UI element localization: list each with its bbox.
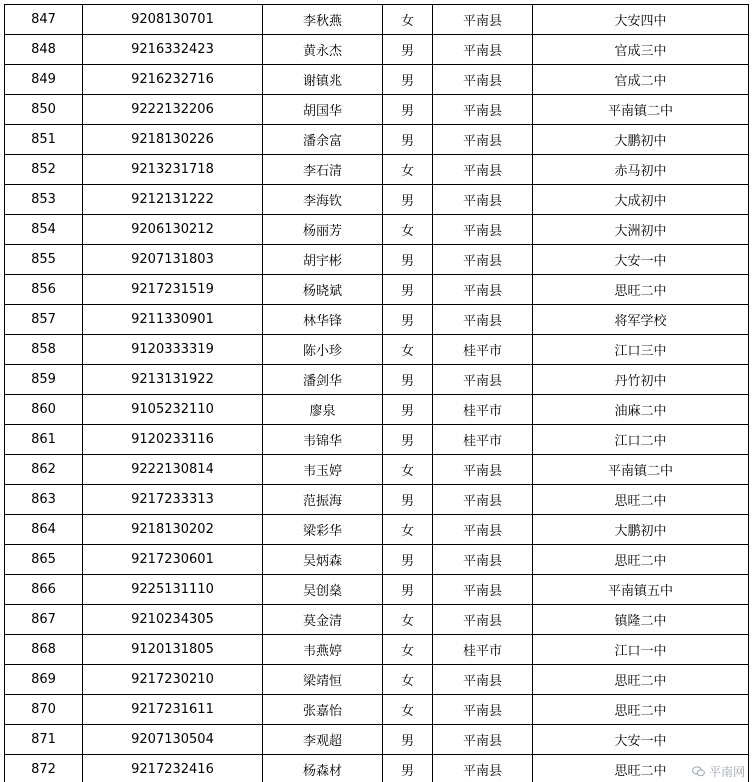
row-number-cell: 852: [5, 155, 83, 185]
county-cell: 平南县: [433, 5, 533, 35]
gender-cell: 女: [383, 455, 433, 485]
school-cell: 大洲初中: [533, 215, 749, 245]
row-number-cell: 859: [5, 365, 83, 395]
gender-cell: 男: [383, 245, 433, 275]
gender-cell: 男: [383, 755, 433, 782]
student-name-cell: 胡宇彬: [263, 245, 383, 275]
student-name-cell: 韦燕婷: [263, 635, 383, 665]
student-name-cell: 潘余富: [263, 125, 383, 155]
county-cell: 桂平市: [433, 425, 533, 455]
table-row: [5, 365, 749, 395]
table-row: [5, 575, 749, 605]
student-name-cell: 梁靖恒: [263, 665, 383, 695]
exam-id-cell: 9207130504: [83, 725, 263, 755]
gender-cell: 男: [383, 365, 433, 395]
gender-cell: 男: [383, 545, 433, 575]
county-cell: 平南县: [433, 305, 533, 335]
row-number-cell: 869: [5, 665, 83, 695]
county-cell: 平南县: [433, 665, 533, 695]
student-name-cell: 廖泉: [263, 395, 383, 425]
row-number-cell: 858: [5, 335, 83, 365]
gender-cell: 男: [383, 35, 433, 65]
row-number-cell: 867: [5, 605, 83, 635]
table-row: [5, 35, 749, 65]
exam-id-cell: 9120333319: [83, 335, 263, 365]
county-cell: 平南县: [433, 65, 533, 95]
student-name-cell: 范振海: [263, 485, 383, 515]
table-row: [5, 155, 749, 185]
county-cell: 平南县: [433, 275, 533, 305]
exam-id-cell: 9105232110: [83, 395, 263, 425]
exam-id-cell: 9217233313: [83, 485, 263, 515]
row-number-cell: 864: [5, 515, 83, 545]
county-cell: 桂平市: [433, 395, 533, 425]
row-number-cell: 872: [5, 755, 83, 782]
row-number-cell: 848: [5, 35, 83, 65]
school-cell: 官成二中: [533, 65, 749, 95]
county-cell: 平南县: [433, 605, 533, 635]
gender-cell: 男: [383, 575, 433, 605]
row-number-cell: 849: [5, 65, 83, 95]
table-row: [5, 5, 749, 35]
student-name-cell: 张嘉怡: [263, 695, 383, 725]
gender-cell: 女: [383, 515, 433, 545]
row-number-cell: 865: [5, 545, 83, 575]
row-number-cell: 854: [5, 215, 83, 245]
row-number-cell: 850: [5, 95, 83, 125]
table-row: [5, 725, 749, 755]
row-number-cell: 860: [5, 395, 83, 425]
exam-id-cell: 9216332423: [83, 35, 263, 65]
table-row: [5, 395, 749, 425]
gender-cell: 男: [383, 425, 433, 455]
roster-table-body: [5, 5, 749, 782]
row-number-cell: 847: [5, 5, 83, 35]
row-number-cell: 863: [5, 485, 83, 515]
exam-id-cell: 9222132206: [83, 95, 263, 125]
watermark: [690, 763, 747, 780]
school-cell: 平南镇二中: [533, 95, 749, 125]
student-name-cell: 李观超: [263, 725, 383, 755]
table-row: [5, 755, 749, 782]
school-cell: 思旺二中: [533, 485, 749, 515]
table-row: [5, 65, 749, 95]
table-row: [5, 95, 749, 125]
row-number-cell: 866: [5, 575, 83, 605]
county-cell: 平南县: [433, 695, 533, 725]
gender-cell: 女: [383, 605, 433, 635]
county-cell: 平南县: [433, 155, 533, 185]
exam-id-cell: 9210234305: [83, 605, 263, 635]
row-number-cell: 857: [5, 305, 83, 335]
gender-cell: 女: [383, 5, 433, 35]
school-cell: 大安四中: [533, 5, 749, 35]
school-cell: 油麻二中: [533, 395, 749, 425]
county-cell: 平南县: [433, 755, 533, 782]
county-cell: 平南县: [433, 245, 533, 275]
row-number-cell: 868: [5, 635, 83, 665]
exam-id-cell: 9212131222: [83, 185, 263, 215]
gender-cell: 男: [383, 125, 433, 155]
exam-id-cell: 9217232416: [83, 755, 263, 782]
gender-cell: 男: [383, 95, 433, 125]
row-number-cell: 862: [5, 455, 83, 485]
watermark-text: 平南网: [708, 765, 745, 779]
county-cell: 平南县: [433, 95, 533, 125]
exam-id-cell: 9222130814: [83, 455, 263, 485]
student-name-cell: 谢镇兆: [263, 65, 383, 95]
exam-id-cell: 9217231611: [83, 695, 263, 725]
school-cell: 平南镇五中: [533, 575, 749, 605]
gender-cell: 男: [383, 185, 433, 215]
school-cell: 大鹏初中: [533, 515, 749, 545]
table-row: [5, 275, 749, 305]
school-cell: 思旺二中: [533, 695, 749, 725]
school-cell: 江口一中: [533, 635, 749, 665]
row-number-cell: 870: [5, 695, 83, 725]
table-row: [5, 695, 749, 725]
gender-cell: 女: [383, 335, 433, 365]
exam-id-cell: 9120131805: [83, 635, 263, 665]
table-row: [5, 125, 749, 155]
school-cell: 大安一中: [533, 725, 749, 755]
table-row: [5, 515, 749, 545]
county-cell: 平南县: [433, 455, 533, 485]
county-cell: 桂平市: [433, 635, 533, 665]
school-cell: 官成三中: [533, 35, 749, 65]
gender-cell: 女: [383, 665, 433, 695]
county-cell: 平南县: [433, 35, 533, 65]
school-cell: 思旺二中: [533, 545, 749, 575]
student-name-cell: 林华锋: [263, 305, 383, 335]
gender-cell: 女: [383, 215, 433, 245]
student-name-cell: 梁彩华: [263, 515, 383, 545]
exam-id-cell: 9217230210: [83, 665, 263, 695]
student-name-cell: 吴创燊: [263, 575, 383, 605]
wechat-icon: [692, 766, 705, 777]
table-row: [5, 605, 749, 635]
exam-id-cell: 9218130202: [83, 515, 263, 545]
county-cell: 平南县: [433, 545, 533, 575]
school-cell: 镇隆二中: [533, 605, 749, 635]
gender-cell: 男: [383, 65, 433, 95]
gender-cell: 男: [383, 275, 433, 305]
exam-id-cell: 9218130226: [83, 125, 263, 155]
student-name-cell: 潘剑华: [263, 365, 383, 395]
student-name-cell: 李海钦: [263, 185, 383, 215]
school-cell: 丹竹初中: [533, 365, 749, 395]
roster-table: [4, 4, 749, 782]
student-name-cell: 韦锦华: [263, 425, 383, 455]
table-row: [5, 455, 749, 485]
exam-id-cell: 9120233116: [83, 425, 263, 455]
exam-id-cell: 9213131922: [83, 365, 263, 395]
row-number-cell: 853: [5, 185, 83, 215]
student-name-cell: 莫金清: [263, 605, 383, 635]
school-cell: 大鹏初中: [533, 125, 749, 155]
county-cell: 桂平市: [433, 335, 533, 365]
school-cell: 江口三中: [533, 335, 749, 365]
school-cell: 思旺二中: [533, 275, 749, 305]
exam-id-cell: 9225131110: [83, 575, 263, 605]
exam-id-cell: 9207131803: [83, 245, 263, 275]
school-cell: 思旺二中: [533, 755, 749, 782]
table-row: [5, 635, 749, 665]
student-name-cell: 韦玉婷: [263, 455, 383, 485]
exam-id-cell: 9211330901: [83, 305, 263, 335]
table-row: [5, 425, 749, 455]
gender-cell: 女: [383, 635, 433, 665]
student-name-cell: 杨晓斌: [263, 275, 383, 305]
school-cell: 平南镇二中: [533, 455, 749, 485]
table-row: [5, 335, 749, 365]
gender-cell: 男: [383, 485, 433, 515]
exam-id-cell: 9208130701: [83, 5, 263, 35]
county-cell: 平南县: [433, 575, 533, 605]
row-number-cell: 861: [5, 425, 83, 455]
row-number-cell: 855: [5, 245, 83, 275]
school-cell: 赤马初中: [533, 155, 749, 185]
county-cell: 平南县: [433, 365, 533, 395]
gender-cell: 女: [383, 155, 433, 185]
student-name-cell: 黄永杰: [263, 35, 383, 65]
student-name-cell: 吴炳森: [263, 545, 383, 575]
exam-id-cell: 9213231718: [83, 155, 263, 185]
county-cell: 平南县: [433, 485, 533, 515]
county-cell: 平南县: [433, 725, 533, 755]
exam-id-cell: 9217230601: [83, 545, 263, 575]
county-cell: 平南县: [433, 515, 533, 545]
student-name-cell: 胡国华: [263, 95, 383, 125]
student-name-cell: 李秋燕: [263, 5, 383, 35]
table-row: [5, 305, 749, 335]
student-name-cell: 杨丽芳: [263, 215, 383, 245]
school-cell: 大安一中: [533, 245, 749, 275]
table-row: [5, 545, 749, 575]
exam-id-cell: 9216232716: [83, 65, 263, 95]
school-cell: 将军学校: [533, 305, 749, 335]
county-cell: 平南县: [433, 215, 533, 245]
table-row: [5, 185, 749, 215]
row-number-cell: 871: [5, 725, 83, 755]
gender-cell: 男: [383, 395, 433, 425]
gender-cell: 男: [383, 305, 433, 335]
exam-id-cell: 9217231519: [83, 275, 263, 305]
student-name-cell: 杨森材: [263, 755, 383, 782]
table-row: [5, 485, 749, 515]
school-cell: 思旺二中: [533, 665, 749, 695]
county-cell: 平南县: [433, 125, 533, 155]
county-cell: 平南县: [433, 185, 533, 215]
student-name-cell: 陈小珍: [263, 335, 383, 365]
table-row: [5, 665, 749, 695]
exam-id-cell: 9206130212: [83, 215, 263, 245]
row-number-cell: 856: [5, 275, 83, 305]
gender-cell: 男: [383, 725, 433, 755]
table-row: [5, 245, 749, 275]
student-name-cell: 李石清: [263, 155, 383, 185]
table-row: [5, 215, 749, 245]
school-cell: 大成初中: [533, 185, 749, 215]
gender-cell: 女: [383, 695, 433, 725]
row-number-cell: 851: [5, 125, 83, 155]
school-cell: 江口二中: [533, 425, 749, 455]
